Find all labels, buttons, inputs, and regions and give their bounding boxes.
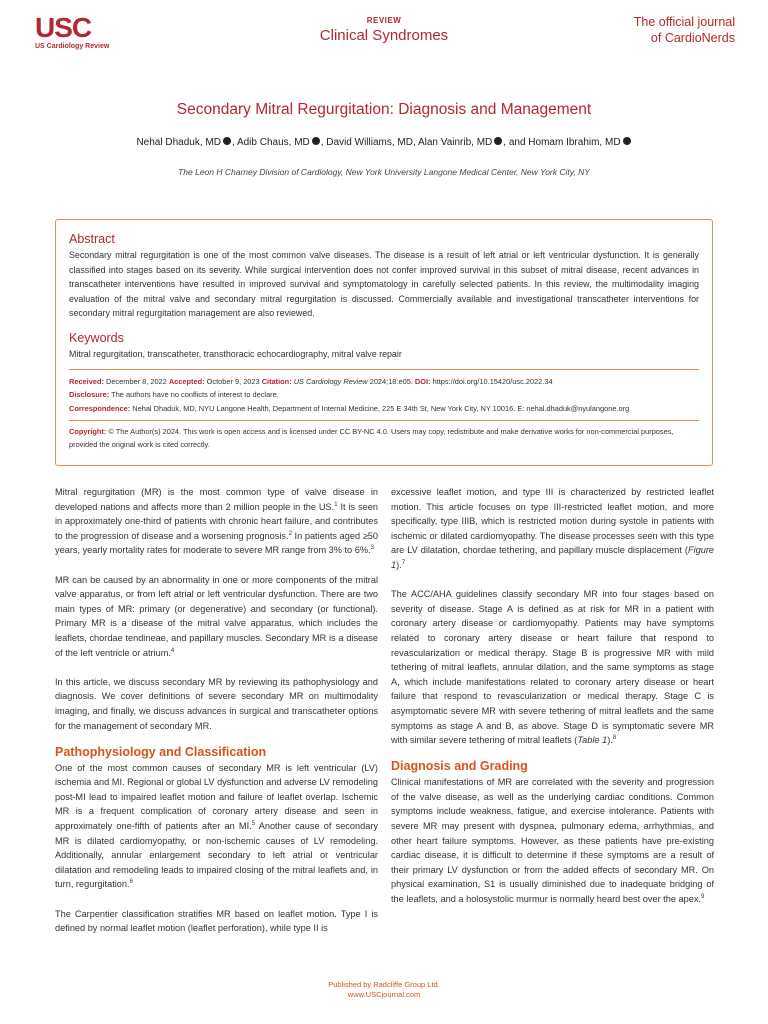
- doi-link[interactable]: https://doi.org/10.15420/usc.2022.34: [430, 376, 553, 386]
- orcid-icon[interactable]: [312, 137, 320, 145]
- paragraph: The Carpentier classification stratifies MR based on leaflet motion. Type I is defined by normal leaflet motion (leaflet perforation), while type II is: [55, 908, 378, 934]
- affiliation: The Leon H Charney Division of Cardiology, New York University Langone Medical Center, New York City, NY: [178, 167, 590, 177]
- paragraph: In this article, we discuss secondary MR by reviewing its pathophysiology and diagnosis. We cover definitions of severe secondary MR on multimodality imaging, and finally, we discuss advances in surgical and transcatheter options for the management of secondary MR.: [55, 676, 378, 731]
- body-column-left: [55, 485, 378, 950]
- paragraph-text: Clinical manifestations of MR are correlated with the severity and progression of the valve disease, as well as the underlying cardiac conditions. Common symptoms include weakness, fatigue, and exercise intolerance. Patients with severe MR may present with dyspnea, pulmonary edema, arrhythmias, and other heart failure symptoms. However, as these patients have pre-existing cardiac disease, it is difficult to determine if these symptoms are a result of their primary LV dysfunction or from the added effects of secondary MR. On physical examination, S1 is usually diminished due to inadequate bridging of the leaflets, and a holosystolic murmur is normally heard best over the apex.: [391, 777, 714, 905]
- page-header: [0, 0, 768, 60]
- paragraph-text: excessive leaflet motion, and type III is characterized by restricted leaflet motion. This article focuses on type III-restricted leaflet motion, and more specifically, type IIIB, which is restricted motion during systole in patients with ischemic or dilated cardiomyopathy. The disease processes seen with this type are LV dilatation, chordae tethering, and papillary muscle displacement (: [391, 487, 714, 556]
- paragraph-text: In patients aged ≥50 years, yearly mortality rates for moderate to severe MR range from 3% to 6%.: [55, 530, 378, 556]
- abstract-box: [55, 219, 713, 466]
- figure-link[interactable]: Figure 1: [391, 545, 714, 570]
- citation-journal: US Cardiology Review: [291, 376, 370, 386]
- paragraph-text: The ACC/AHA guidelines classify secondary MR into four stages based on severity of disease. Stage A is defined as at risk for MR in a patient with coronary artery disease or cardiomyopathy. Patients may have symptoms related to coronary artery disease or heart failure that respond to revascularization or medical therapy. Stage B is progressive MR with mild tethering of mitral leaflets, annular dilation, and the same symptoms as stage A, which include manifestations related to coronary artery disease or heart failure that respond to revascularization or medical therapy. Stage C is asymptomatic severe MR with severe tethering of mitral leaflets and the same symptoms as stage A and B, as above. Stage D is symptomatic severe MR with similar severe tethering of mitral leaflets (: [391, 589, 714, 746]
- received-value: December 8, 2022: [103, 376, 169, 386]
- reference-link[interactable]: 3: [370, 545, 374, 552]
- divider: [69, 369, 699, 370]
- section-heading: Pathophysiology and Classification: [55, 744, 267, 759]
- disclosure-value: The authors have no conflicts of interest to declare.: [109, 390, 279, 400]
- paragraph: [55, 573, 378, 661]
- keywords-text: Mitral regurgitation, transcatheter, transthoracic echocardiography, mitral valve repair: [69, 348, 402, 359]
- correspondence-value: Nehal Dhaduk, MD, NYU Langone Health, Department of Internal Medicine, 225 E 34th St, New York City, NY 10016. E: nehal.dhaduk@nyulangone.org: [130, 403, 630, 413]
- journal-tagline-line2: of CardioNerds: [650, 31, 735, 45]
- paragraph: [391, 485, 714, 573]
- correspondence-line: [69, 402, 699, 416]
- disclosure-label: Disclosure:: [69, 390, 110, 400]
- correspondence-label: Correspondence:: [69, 403, 131, 413]
- doi-label: DOI:: [414, 376, 431, 386]
- copyright-line: [69, 425, 699, 451]
- copyright-value: © The Author(s) 2024. This work is open access and is licensed under CC BY-NC 4.0. Users may copy, redistribute and make derivative works for non-commercial purposes, provided the original work is cited correctly.: [69, 427, 674, 450]
- paragraph-text: Mitral regurgitation (MR) is the most common type of valve disease in developed nations and affects more than 2 million people in the US.: [55, 487, 378, 512]
- orcid-icon[interactable]: [223, 137, 231, 145]
- article-meta: [69, 375, 699, 416]
- section-title: Clinical Syndromes: [319, 27, 449, 44]
- reference-link[interactable]: 7: [401, 559, 406, 566]
- disclosure-line: [69, 388, 699, 402]
- section-kicker: REVIEW: [366, 16, 402, 25]
- paragraph-text: Another cause of secondary MR is dilated cardiomyopathy, or non-ischemic causes of LV remodeling. Additionally, annular enlargement secondary to left atrial or ventricular dilatation and remodeling leads to impaired closing of the mitral leaflets and, in turn, regurgitation.: [55, 821, 378, 890]
- paragraph-text: One of the most common causes of secondary MR is left ventricular (LV) ischemia and MI. Regional or global LV dysfunction and adverse LV remodeling post-MI lead to impaired leaflet motion and failure of leaflet overlap. Ischemic MR is a frequent complication of coronary artery disease and seen in approximately one-fifth of patients after an MI.: [55, 762, 378, 832]
- journal-tagline: [634, 14, 735, 46]
- abstract-text: Secondary mitral regurgitation is one of the most common valve diseases. The disease is a result of left atrial or left ventricular dysfunction. It is generally classified into stages based on its severity. While surgical intervention does not confer improved survival in this subset of mitral disease, recent advances in transcatheter interventions have resulted in improved survival and symptomatology in carefully selected patients. In this review, the multimodality imaging evaluation of the mitral valve and secondary mitral regurgitation is discussed. Commercially available and investigational transcatheter interventions for secondary mitral regurgitation management are also reviewed.: [69, 250, 699, 318]
- author-1: Nehal Dhaduk, MD: [136, 137, 221, 148]
- keywords-heading: Keywords: [69, 330, 124, 345]
- paragraph: [391, 587, 714, 748]
- copyright-label: Copyright:: [69, 427, 107, 437]
- paragraph: [55, 485, 378, 558]
- reference-link[interactable]: 8: [612, 735, 617, 742]
- accepted-label: Accepted:: [168, 376, 205, 386]
- journal-url[interactable]: www.USCjournal.com: [347, 990, 421, 999]
- logo-subtitle: US Cardiology Review: [35, 43, 110, 50]
- received-label: Received:: [69, 376, 104, 386]
- author-2: , Adib Chaus, MD: [231, 137, 310, 148]
- body-column-right: [391, 485, 714, 921]
- orcid-icon[interactable]: [494, 137, 502, 145]
- orcid-icon[interactable]: [623, 137, 631, 145]
- paragraph-text: ).: [396, 559, 402, 570]
- reference-link[interactable]: 6: [129, 879, 133, 886]
- table-link[interactable]: Table 1: [577, 735, 608, 746]
- logo-mark: USC: [35, 12, 92, 43]
- paragraph: [391, 775, 714, 906]
- page-footer: [0, 980, 768, 1000]
- reference-link[interactable]: 1: [334, 501, 338, 508]
- publisher-line: Published by Radcliffe Group Ltd.: [328, 980, 440, 989]
- accepted-value: October 9, 2023: [204, 376, 262, 386]
- journal-tagline-line1: The official journal: [633, 15, 735, 29]
- dates-citation-line: [69, 375, 699, 389]
- reference-link[interactable]: 4: [170, 647, 175, 654]
- reference-link[interactable]: 9: [700, 893, 705, 900]
- reference-link[interactable]: 2: [288, 530, 292, 537]
- abstract-heading: Abstract: [69, 232, 115, 246]
- paragraph-text: MR can be caused by an abnormality in one or more components of the mitral valve apparatus, or from left atrial or left ventricular dysfunction. There are two main types of MR: primary (or degenerative) and secondary (or functional). Primary MR is a disease of the mitral valve apparatus, which includes the leaflets, chordae tendineae, and papillary muscles. Secondary MR is a disease of the left ventricle or atrium.: [55, 574, 378, 658]
- citation-label: Citation:: [261, 376, 292, 386]
- article-title: Secondary Mitral Regurgitation: Diagnosis and Management: [176, 101, 592, 118]
- paragraph-text: ).: [607, 735, 613, 746]
- reference-link[interactable]: 5: [251, 821, 256, 827]
- paragraph-text: It is seen in approximately one-third of patients with chronic heart failure, and contributes to the progression of disease and a worsening prognosis.: [55, 501, 378, 541]
- section-heading: Diagnosis and Grading: [391, 759, 528, 774]
- citation-ref: 2024;18:e05.: [369, 376, 415, 386]
- author-list: [0, 137, 768, 148]
- author-5: , and Homam Ibrahim, MD: [503, 137, 621, 148]
- paragraph: [55, 761, 378, 892]
- author-3-4: , David Williams, MD, Alan Vainrib, MD: [320, 137, 493, 148]
- divider: [69, 420, 699, 421]
